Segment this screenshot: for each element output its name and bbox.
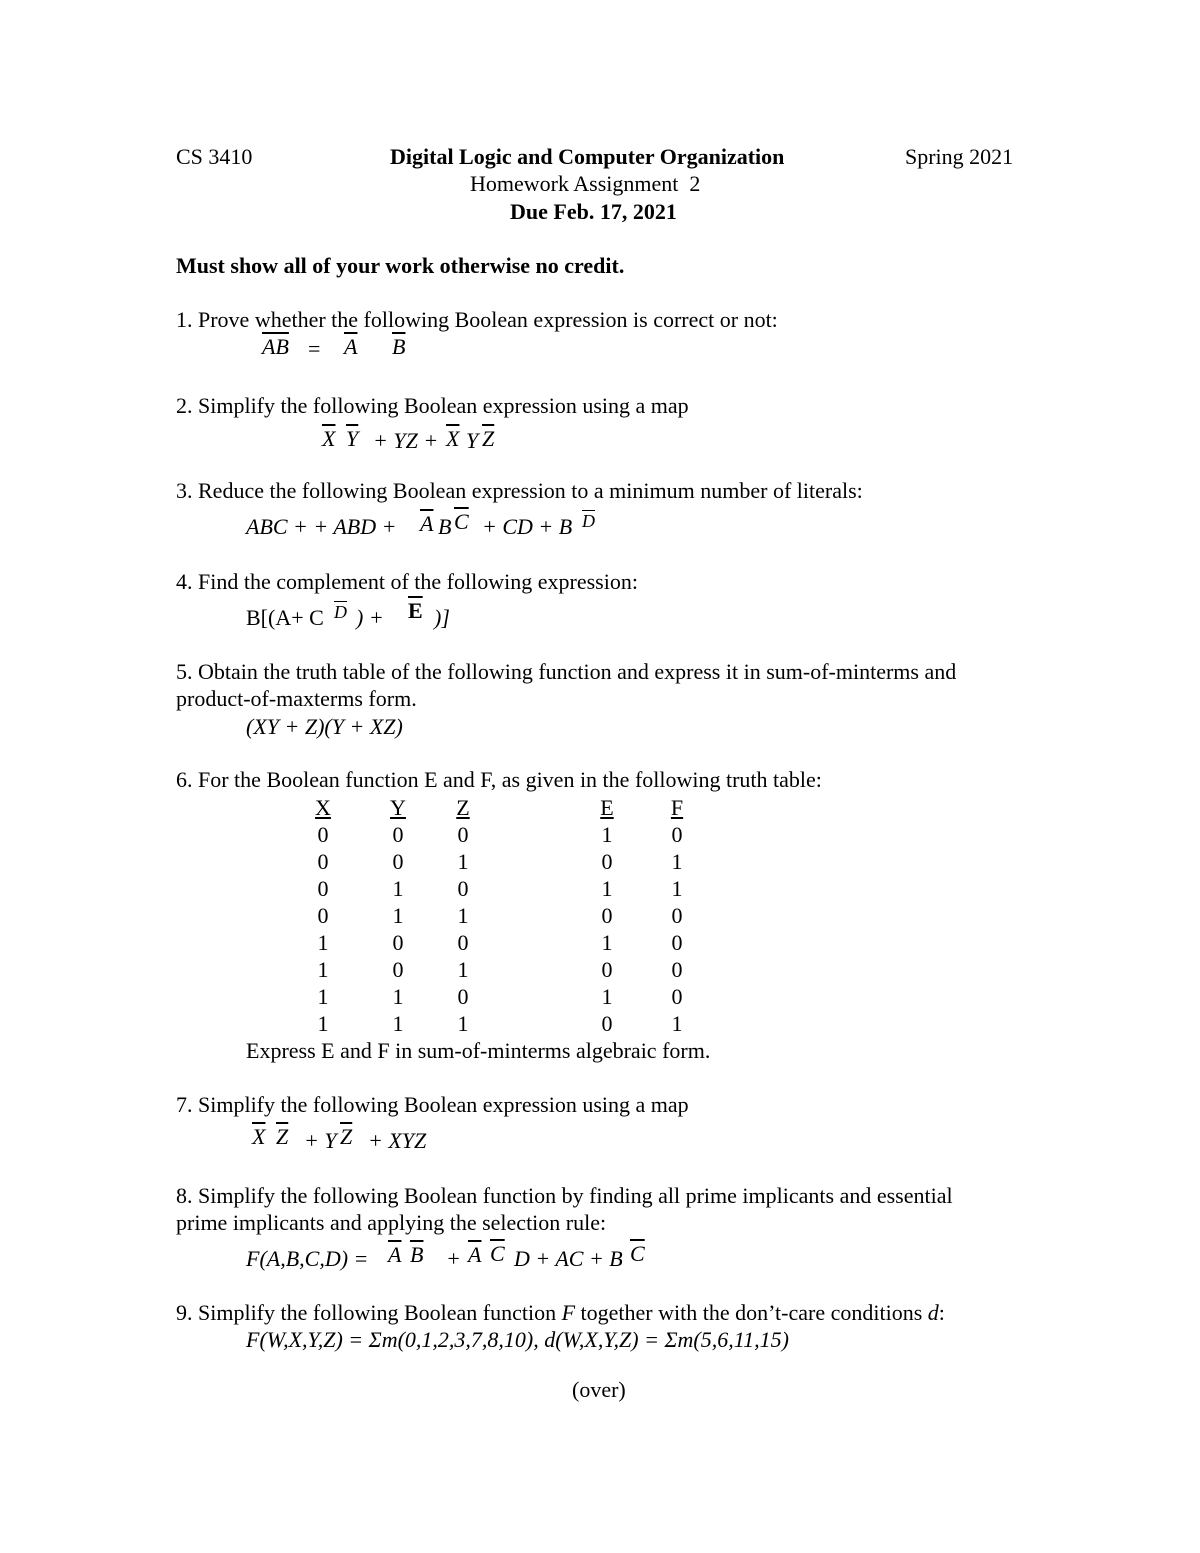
table-cell: 0 — [457, 930, 469, 955]
q7-part2: + XYZ — [368, 1128, 427, 1153]
table-cell: 1 — [392, 984, 404, 1009]
table-cell: 1 — [601, 930, 613, 955]
table-cell: 0 — [671, 984, 683, 1009]
table-cell: 0 — [671, 930, 683, 955]
table-cell: 0 — [317, 822, 329, 847]
q3-d: $\overline{D}$ — [582, 511, 595, 531]
table-cell: 1 — [457, 903, 469, 928]
table-cell: 0 — [601, 903, 613, 928]
q7-z1: $\overline{Z}$ — [276, 1124, 289, 1149]
q7-x1: $\overline{X}$ — [252, 1124, 266, 1149]
table-cell: 0 — [671, 822, 683, 847]
q4-d: $\overline{D}$ — [334, 602, 347, 622]
q6-footer: Express E and F in sum-of-minterms algebraic form. — [246, 1038, 711, 1063]
table-cell: 1 — [392, 903, 404, 928]
table-cell: 1 — [317, 1011, 329, 1036]
table-cell: 1 — [601, 984, 613, 1009]
course-title: Digital Logic and Computer Organization — [390, 144, 785, 169]
table-cell: 1 — [317, 984, 329, 1009]
table-cell: 1 — [457, 1011, 469, 1036]
table-cell: 1 — [457, 957, 469, 982]
table-cell: 0 — [457, 984, 469, 1009]
table-cell: 0 — [457, 822, 469, 847]
q4-e: $\overline{E}$ — [408, 598, 423, 623]
q4-part1: B[(A+ C — [246, 605, 324, 630]
col-header-e: E — [600, 795, 614, 820]
q8-b1: $\overline{B}$ — [410, 1242, 424, 1267]
question-4-text: 4. Find the complement of the following expression: — [176, 569, 638, 594]
table-cell: 0 — [317, 876, 329, 901]
q3-part2: + CD + B — [482, 514, 573, 539]
table-cell: 1 — [601, 822, 613, 847]
q9-expression: F(W,X,Y,Z) = Σm(0,1,2,3,7,8,10), d(W,X,Y,Z) = Σm(5,6,11,15) — [246, 1327, 789, 1352]
instruction: Must show all of your work otherwise no credit. — [176, 253, 625, 278]
q3-a: $\overline{A}$ — [420, 511, 434, 536]
table-cell: 1 — [457, 849, 469, 874]
question-7-text: 7. Simplify the following Boolean expression using a map — [176, 1092, 689, 1117]
q2-y2: Y — [466, 428, 479, 453]
table-cell: 1 — [392, 1011, 404, 1036]
q1-b: $\overline{B}$ — [392, 334, 406, 359]
table-cell: 1 — [671, 1011, 683, 1036]
due-date: Due Feb. 17, 2021 — [510, 199, 677, 224]
q8-part3: D + AC + B — [514, 1246, 623, 1271]
question-5-text-2: product-of-maxterms form. — [176, 686, 417, 711]
question-5-text-1: 5. Obtain the truth table of the following function and express it in sum-of-minterms and — [176, 659, 957, 684]
q9-d: d — [927, 1300, 939, 1325]
table-cell: 0 — [457, 876, 469, 901]
assignment-title: Homework Assignment 2 — [470, 171, 701, 196]
table-cell: 0 — [671, 903, 683, 928]
table-cell: 0 — [317, 903, 329, 928]
q8-a1: $\overline{A}$ — [388, 1242, 402, 1267]
q2-x1: $\overline{X}$ — [322, 426, 336, 451]
table-cell: 1 — [671, 849, 683, 874]
question-2-text: 2. Simplify the following Boolean expression using a map — [176, 393, 689, 418]
q1-a: $\overline{A}$ — [344, 334, 358, 359]
q8-a2: $\overline{A}$ — [468, 1242, 482, 1267]
q8-lhs: F(A,B,C,D) = — [246, 1246, 369, 1271]
table-cell: 0 — [601, 849, 613, 874]
col-header-x: X — [315, 795, 331, 820]
q9-text-a: 9. Simplify the following Boolean function — [176, 1300, 557, 1325]
table-cell: 0 — [392, 822, 404, 847]
q9-f: F — [561, 1300, 576, 1325]
q9-text-b: together with the don’t-care conditions — [580, 1300, 923, 1325]
question-9-text — [176, 1302, 945, 1324]
q2-y1: $\overline{Y}$ — [346, 426, 359, 451]
page-footer: (over) — [572, 1377, 626, 1402]
table-cell: 1 — [671, 876, 683, 901]
q2-plus: + YZ + — [373, 428, 439, 453]
question-1-text: 1. Prove whether the following Boolean expression is correct or not: — [176, 307, 778, 332]
question-6-text: 6. For the Boolean function E and F, as given in the following truth table: — [176, 767, 822, 792]
table-cell: 0 — [601, 1011, 613, 1036]
table-cell: 0 — [601, 957, 613, 982]
table-cell: 0 — [392, 930, 404, 955]
table-cell: 1 — [317, 930, 329, 955]
table-cell: 1 — [601, 876, 613, 901]
q5-expression: (XY + Z)(Y + XZ) — [246, 714, 403, 739]
q4-part3: )] — [434, 605, 450, 630]
q2-x2: $\overline{X}$ — [446, 426, 460, 451]
col-header-z: Z — [456, 795, 470, 820]
q9-colon: : — [938, 1300, 945, 1325]
q1-lhs: $\overline{AB}$ — [262, 334, 289, 359]
q7-z2: $\overline{Z}$ — [340, 1124, 353, 1149]
q8-plus: + — [446, 1246, 461, 1271]
q8-c3: $\overline{C}$ — [630, 1241, 645, 1266]
q2-z2: $\overline{Z}$ — [482, 426, 495, 451]
question-3-text: 3. Reduce the following Boolean expression to a minimum number of literals: — [176, 478, 863, 503]
table-cell: 0 — [671, 957, 683, 982]
q7-part1: + Y — [304, 1128, 337, 1153]
q4-part2: ) + — [356, 605, 384, 630]
question-8-text-1: 8. Simplify the following Boolean function by finding all prime implicants and essential — [176, 1183, 953, 1208]
table-cell: 0 — [317, 849, 329, 874]
q3-c: $\overline{C}$ — [454, 509, 469, 534]
course-code: CS 3410 — [176, 144, 253, 169]
question-8-text-2: prime implicants and applying the selection rule: — [176, 1210, 607, 1235]
table-cell: 1 — [317, 957, 329, 982]
col-header-y: Y — [390, 795, 406, 820]
col-header-f: F — [670, 795, 684, 820]
table-cell: 0 — [392, 849, 404, 874]
q8-c2: $\overline{C}$ — [490, 1241, 505, 1266]
q1-equals: = — [308, 336, 321, 361]
q3-part1: ABC + + ABD + — [246, 514, 397, 539]
term: Spring 2021 — [905, 144, 1014, 169]
table-cell: 0 — [392, 957, 404, 982]
q3-b: B — [438, 514, 452, 539]
table-cell: 1 — [392, 876, 404, 901]
